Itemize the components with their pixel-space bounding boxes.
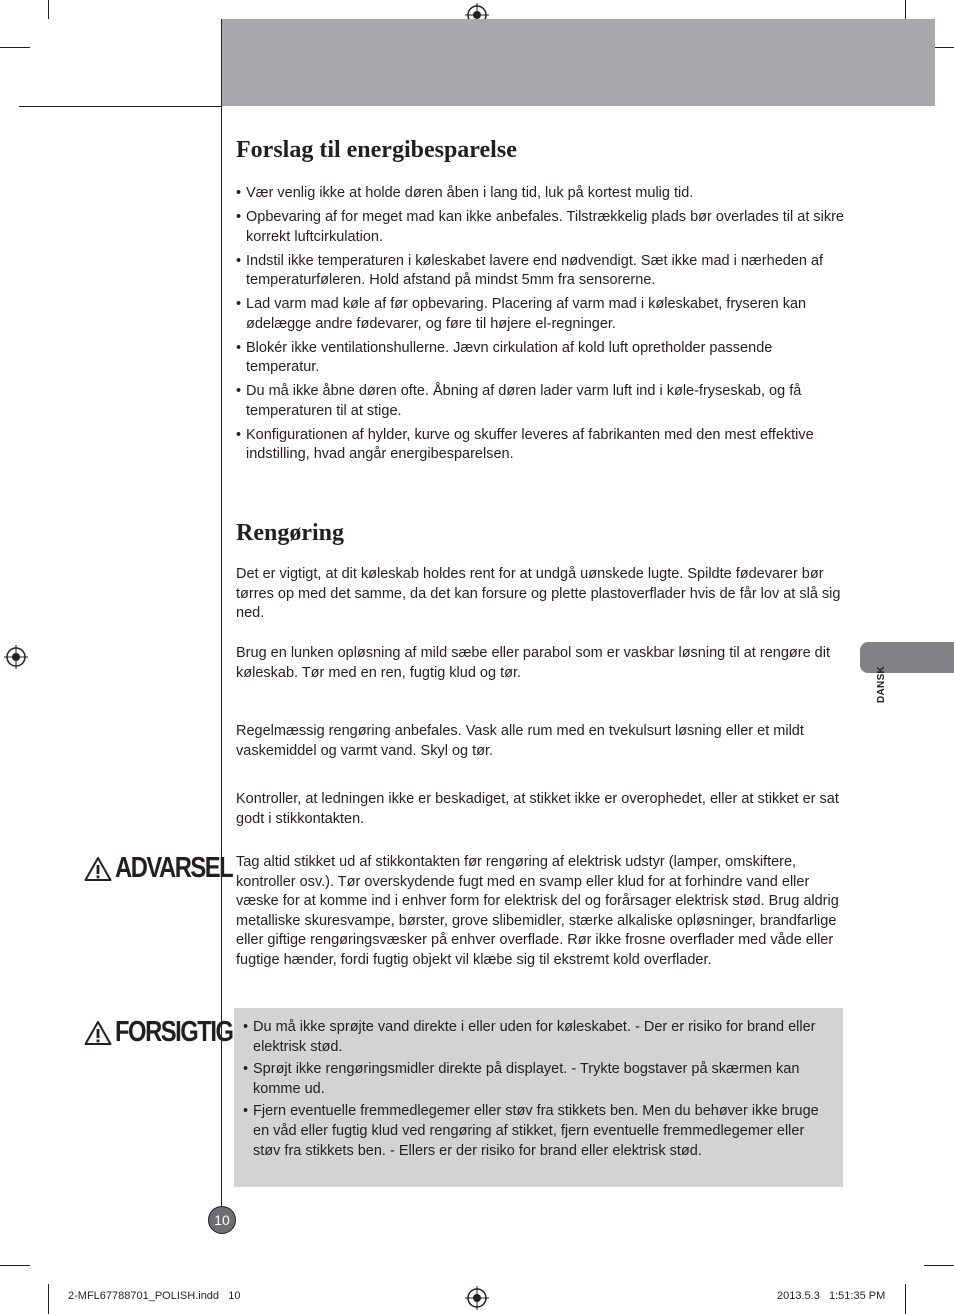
header-rule xyxy=(19,106,222,107)
warning-text: Tag altid stikket ud af stikkontakten før rengøring af elektrisk udstyr (lamper, omskiftere, kontroller osv.). Tør overskydende fugt med en svamp eller klud for at forhindre vand eller væske for at komme ind i enhver form for elektrisk del og forårsager elektrisk stød. Brug aldrig metalliske skuresvampe, børster, grove slibemidler, stærke alkaliske opløsninger, brandfarlige eller giftige rengøringsvæsker på enhver overflade. Rør ikke frosne overflader med våde eller fugtige hænder, fordi fugtig objekt vil klæbe sig til ekstremt kold overflader. xyxy=(236,854,839,968)
list-item: • Sprøjt ikke rengøringsmidler direkte på displayet. - Trykte bogstaver på skærmen kan komme ud. xyxy=(243,1059,833,1099)
warning-triangle-icon xyxy=(84,1020,112,1046)
cleaning-paragraph: Det er vigtigt, at dit køleskab holdes rent for at undgå uønskede lugte. Spildte fødevarer bør tørres op med det samme, da det kan forsure og plette plastoverflader hvis de får lov at slå sig ned. xyxy=(236,566,841,621)
caution-label xyxy=(84,1016,258,1049)
caution-label-text: FORSIGTIG xyxy=(115,1016,233,1048)
list-item: • Konfigurationen af hylder, kurve og skuffer leveres af fabrikanten med den mest effektive indstilling, hvad angår energibesparelsen. xyxy=(236,426,846,465)
cleaning-paragraph: Regelmæssig rengøring anbefales. Vask alle rum med en tvekulsurt løsning eller et mildt vaskemiddel og varmt vand. Skyl og tør. xyxy=(236,723,804,759)
list-item: • Du må ikke åbne døren ofte. Åbning af døren lader varm luft ind i køle-fryseskab, og få temperaturen til at stige. xyxy=(236,382,846,421)
cleaning-paragraph: Kontroller, at ledningen ikke er beskadiget, at stikket ikke er overophedet, eller at stikket er sat godt i stikkontakten. xyxy=(236,791,839,827)
list-item: • Lad varm mad køle af før opbevaring. Placering af varm mad i køleskabet, fryseren kan ødelægge andre fødevarer, og føre til højere el-regninger. xyxy=(236,295,846,334)
crop-mark xyxy=(0,47,30,48)
page-number: 10 xyxy=(208,1206,236,1234)
list-item: • Opbevaring af for meget mad kan ikke anbefales. Tilstrækkelig plads bør overlades til at sikre korrekt luftcirkulation. xyxy=(236,208,846,247)
header-bar xyxy=(222,19,935,106)
section-title-energy: Forslag til energibesparelse xyxy=(236,137,517,163)
language-tab-label: DANSK xyxy=(876,665,887,703)
caution-list xyxy=(243,1017,833,1163)
footer-file-info: 2-MFL67788701_POLISH.indd 10 xyxy=(68,1290,241,1302)
footer-timestamp: 2013.5.3 1:51:35 PM xyxy=(777,1290,886,1302)
warning-label xyxy=(84,852,258,885)
list-item: • Du må ikke sprøjte vand direkte i eller uden for køleskabet. - Der er risiko for brand eller elektrisk stød. xyxy=(243,1017,833,1057)
list-item: • Indstil ikke temperaturen i køleskabet lavere end nødvendigt. Sæt ikke mad i nærheden af temperaturføleren. Hold afstand på mindst 5mm fra sensorerne. xyxy=(236,252,846,291)
list-item: • Blokér ikke ventilationshullerne. Jævn cirkulation af kold luft opretholder passende temperatur. xyxy=(236,339,846,378)
crop-mark xyxy=(0,1265,30,1266)
cleaning-paragraph: Brug en lunken opløsning af mild sæbe eller parabol som er vaskbar løsning til at rengøre dit køleskab. Tør med en ren, fugtig klud og tør. xyxy=(236,645,830,681)
crop-mark xyxy=(924,1265,954,1266)
warning-label-text: ADVARSEL xyxy=(115,852,233,884)
registration-mark-icon xyxy=(465,1286,489,1310)
section-title-cleaning: Rengøring xyxy=(236,520,344,546)
crop-mark xyxy=(905,1284,906,1314)
language-tab xyxy=(860,642,954,673)
list-item: • Fjern eventuelle fremmedlegemer eller støv fra stikkets ben. Men du behøver ikke bruge en våd eller fugtig klud ved rengøring af stikket, fjern eventuelle fremmedlegemer eller støv fra stikkets ben. - Ellers er der risiko for brand eller elektrisk stød. xyxy=(243,1101,833,1161)
registration-mark-icon xyxy=(4,645,28,669)
energy-tips-list xyxy=(236,184,846,469)
crop-mark xyxy=(48,0,49,19)
crop-mark xyxy=(48,1284,49,1314)
list-item: • Vær venlig ikke at holde døren åben i lang tid, luk på kortest mulig tid. xyxy=(236,184,846,204)
warning-triangle-icon xyxy=(84,856,112,882)
